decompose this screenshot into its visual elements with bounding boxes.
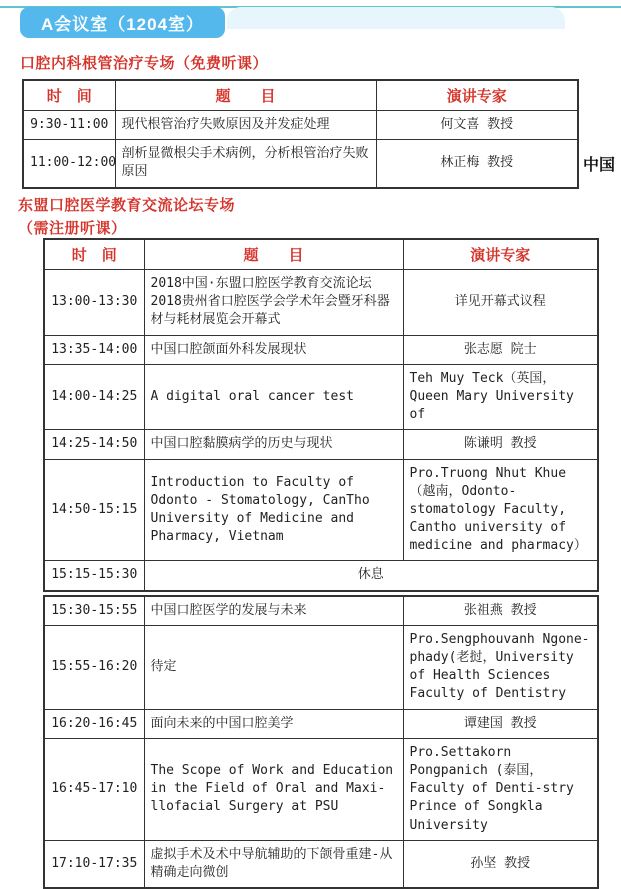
table-row xyxy=(44,625,598,709)
col-header-speaker: 演讲专家 xyxy=(403,239,598,270)
cell-topic: 中国口腔医学的发展与未来 xyxy=(144,596,403,626)
cell-topic: 剖析显微根尖手术病例，分析根管治疗失败原因 xyxy=(115,140,376,188)
table-row xyxy=(44,738,598,840)
cell-topic: 中国口腔颌面外科发展现状 xyxy=(144,335,403,364)
free-session-table xyxy=(22,79,579,189)
cell-time: 13:35-14:00 xyxy=(44,335,144,364)
section2-subtitle: （需注册听课） xyxy=(18,220,127,237)
cell-topic: 虚拟手术及术中导航辅助的下颌骨重建-从精确走向微创 xyxy=(144,840,403,888)
table-header-row xyxy=(44,239,598,270)
cell-topic: 待定 xyxy=(144,625,403,709)
forum-table-lower-body xyxy=(44,596,598,888)
cell-time: 14:00-14:25 xyxy=(44,364,144,430)
forum-session-table-lower xyxy=(43,595,599,889)
forum-session-table-upper xyxy=(43,238,599,592)
table-row xyxy=(44,709,598,738)
cell-time: 16:20-16:45 xyxy=(44,709,144,738)
cell-speaker: 详见开幕式议程 xyxy=(403,270,598,336)
cell-speaker: 孙坚 教授 xyxy=(403,840,598,888)
cell-speaker: 张祖燕 教授 xyxy=(403,596,598,626)
cell-topic: 2018中国·东盟口腔医学教育交流论坛2018贵州省口腔医学会学术年会暨牙科器材与耗材展览会开幕式 xyxy=(144,270,403,336)
cell-time: 14:25-14:50 xyxy=(44,430,144,459)
cell-speaker: Pro.Truong Nhut Khue（越南，Odonto-stomatology Faculty, Cantho university of medicine and pharmacy） xyxy=(403,459,598,561)
cell-topic: 面向未来的中国口腔美学 xyxy=(144,709,403,738)
cell-time: 9:30-11:00 xyxy=(23,111,115,140)
table-row xyxy=(44,596,598,626)
cell-time: 14:50-15:15 xyxy=(44,459,144,561)
inactive-tab-shape xyxy=(227,7,565,29)
cell-time: 15:30-15:55 xyxy=(44,596,144,626)
section1-title: 口腔内科根管治疗专场（免费听课） xyxy=(20,55,269,72)
room-tab-label: A会议室（1204室） xyxy=(40,15,205,34)
section2-title: 东盟口腔医学教育交流论坛专场 xyxy=(18,197,236,214)
col-header-time: 时 间 xyxy=(44,239,144,270)
table-row xyxy=(44,840,598,888)
col-header-speaker: 演讲专家 xyxy=(376,80,578,111)
cell-speaker: 林正梅 教授 xyxy=(376,140,578,188)
forum-table-upper-body xyxy=(44,270,598,591)
cell-topic: 中国口腔黏膜病学的历史与现状 xyxy=(144,430,403,459)
cell-time: 17:10-17:35 xyxy=(44,840,144,888)
table-row xyxy=(44,561,598,591)
cell-speaker: Teh Muy Teck（英国，Queen Mary University of xyxy=(403,364,598,430)
watermark-text: 中国 xyxy=(583,157,616,174)
table-row xyxy=(44,270,598,336)
table-row xyxy=(44,459,598,561)
col-header-topic: 题 目 xyxy=(144,239,403,270)
forum-session-tables-wrap xyxy=(43,238,599,889)
cell-time: 15:55-16:20 xyxy=(44,625,144,709)
table-row xyxy=(23,111,578,140)
cell-speaker: Pro.Sengphouvanh Ngone-phady(老挝，University of Health Sciences Faculty of Dentistry xyxy=(403,625,598,709)
cell-time: 16:45-17:10 xyxy=(44,738,144,840)
cell-topic: 现代根管治疗失败原因及并发症处理 xyxy=(115,111,376,140)
cell-topic: A digital oral cancer test xyxy=(144,364,403,430)
cell-topic: 休息 xyxy=(144,561,598,591)
col-header-time: 时 间 xyxy=(23,80,115,111)
cell-topic: The Scope of Work and Education in the Field of Oral and Maxi-llofacial Surgery at PSU xyxy=(144,738,403,840)
cell-time: 15:15-15:30 xyxy=(44,561,144,591)
free-session-table-wrap xyxy=(22,79,579,189)
table-row xyxy=(23,140,578,188)
cell-topic: Introduction to Faculty of Odonto - Stomatology, CanTho University of Medicine and Pharmacy, Vietnam xyxy=(144,459,403,561)
room-tab xyxy=(20,7,225,38)
cell-speaker: Pro.Settakorn Pongpanich (泰国，Faculty of Denti-stry Prince of Songkla University xyxy=(403,738,598,840)
table-row xyxy=(44,430,598,459)
free-session-table-body xyxy=(23,111,578,188)
col-header-topic: 题 目 xyxy=(115,80,376,111)
cell-time: 11:00-12:00 xyxy=(23,140,115,188)
table-row xyxy=(44,335,598,364)
cell-time: 13:00-13:30 xyxy=(44,270,144,336)
cell-speaker: 谭建国 教授 xyxy=(403,709,598,738)
cell-speaker: 陈谦明 教授 xyxy=(403,430,598,459)
cell-speaker: 何文喜 教授 xyxy=(376,111,578,140)
table-header-row xyxy=(23,80,578,111)
cell-speaker: 张志愿 院士 xyxy=(403,335,598,364)
table-row xyxy=(44,364,598,430)
